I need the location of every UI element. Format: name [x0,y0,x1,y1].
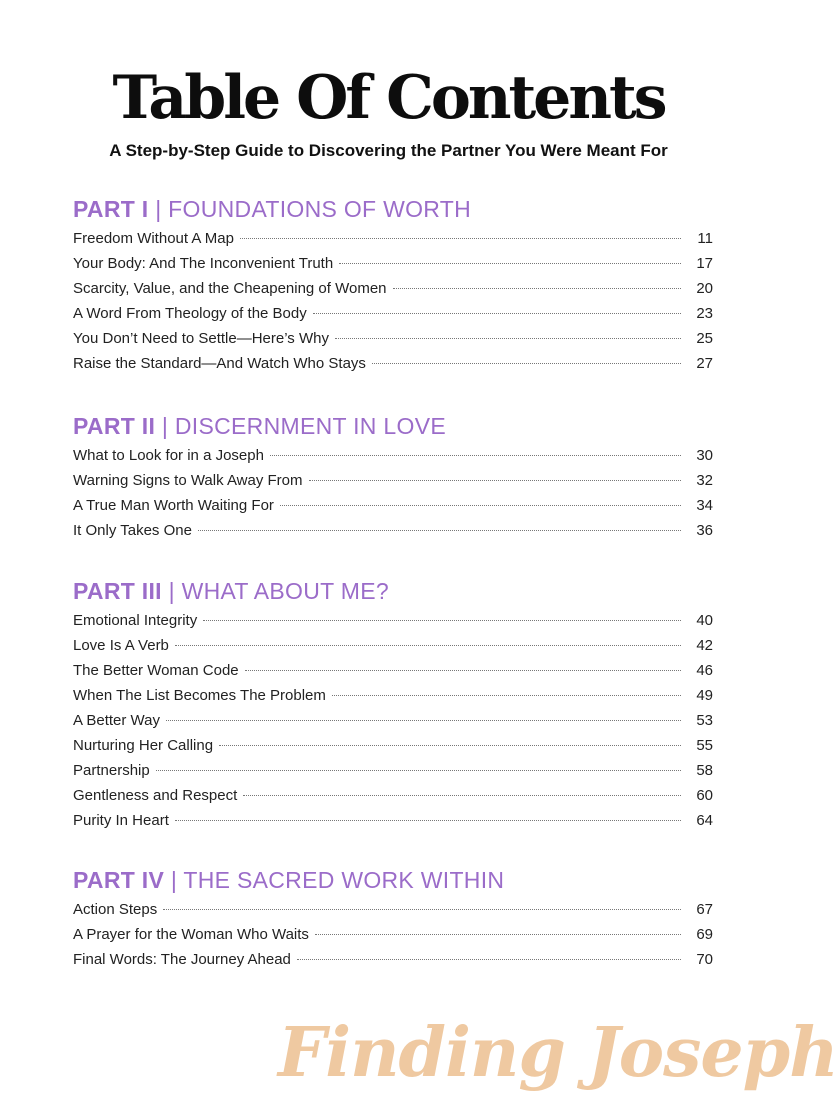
entry-page: 69 [696,926,713,943]
entry-page: 36 [696,522,713,539]
entry-page: 42 [696,637,713,654]
part-number: PART II [73,413,156,439]
toc-entry[interactable] [73,493,713,518]
toc-entry[interactable] [73,468,713,493]
entry-page: 46 [696,662,713,679]
dot-leader [270,455,681,456]
part-heading [73,865,713,895]
toc-entry[interactable] [73,276,713,301]
part-heading [73,576,713,606]
toc-entry[interactable] [73,301,713,326]
entry-page: 49 [696,687,713,704]
entry-title: A Prayer for the Woman Who Waits [73,926,309,943]
toc-entry[interactable] [73,443,713,468]
entry-page: 11 [697,230,713,247]
entry-page: 25 [696,330,713,347]
dot-leader [339,263,681,264]
entry-title: Purity In Heart [73,812,169,829]
entry-page: 55 [696,737,713,754]
entry-title: Warning Signs to Walk Away From [73,472,303,489]
dot-leader [313,313,681,314]
dot-leader [219,745,681,746]
dot-leader [203,620,681,621]
entry-title: You Don’t Need to Settle—Here’s Why [73,330,329,347]
toc-entry[interactable] [73,897,713,922]
part-section-4 [73,865,713,972]
entry-page: 40 [696,612,713,629]
dot-leader [372,363,681,364]
toc-entry[interactable] [73,351,713,376]
part-heading [73,194,713,224]
toc-entry[interactable] [73,733,713,758]
part-section-1 [73,194,713,376]
entry-page: 23 [696,305,713,322]
entry-title: Freedom Without A Map [73,230,234,247]
dot-leader [198,530,681,531]
entry-page: 32 [696,472,713,489]
dot-leader [393,288,681,289]
part-section-2 [73,411,713,543]
dot-leader [332,695,681,696]
part-name: THE SACRED WORK WITHIN [183,867,505,893]
dot-leader [309,480,681,481]
dot-leader [315,934,681,935]
entry-title: Final Words: The Journey Ahead [73,951,291,968]
entry-title: Scarcity, Value, and the Cheapening of Women [73,280,387,297]
entry-page: 70 [696,951,713,968]
part-section-3 [73,576,713,833]
entry-title: Emotional Integrity [73,612,198,629]
toc-entry[interactable] [73,518,713,543]
dot-leader [335,338,681,339]
toc-entry[interactable] [73,922,713,947]
part-name: WHAT ABOUT ME? [181,578,389,604]
toc-entry[interactable] [73,658,713,683]
page-subtitle: A Step-by-Step Guide to Discovering the Partner You Were Meant For [109,141,668,160]
entry-title: Raise the Standard—And Watch Who Stays [73,355,366,372]
toc-entry[interactable] [73,633,713,658]
entry-title: It Only Takes One [73,522,192,539]
part-separator: | [170,867,178,893]
dot-leader [280,505,681,506]
part-name: DISCERNMENT IN LOVE [174,413,446,439]
toc-entry[interactable] [73,608,713,633]
toc-entry[interactable] [73,683,713,708]
part-number: PART III [73,578,162,604]
entry-title: Gentleness and Respect [73,787,238,804]
page-title: Table Of Contents [112,63,665,133]
brand-wordmark [0,1003,838,1093]
entry-page: 27 [696,355,713,372]
dot-leader [175,820,681,821]
entry-page: 53 [696,712,713,729]
part-separator: | [161,413,169,439]
dot-leader [163,909,681,910]
entry-page: 30 [696,447,713,464]
dot-leader [166,720,681,721]
dot-leader [297,959,681,960]
dot-leader [245,670,681,671]
brand-logo-text: Finding Joseph [278,1013,838,1093]
toc-entry[interactable] [73,326,713,351]
entry-title: Love Is A Verb [73,637,169,654]
part-number: PART I [73,196,149,222]
entry-title: Your Body: And The Inconvenient Truth [73,255,334,272]
entry-page: 34 [696,497,713,514]
entry-title: A True Man Worth Waiting For [73,497,274,514]
entry-title: What to Look for in a Joseph [73,447,264,464]
part-number: PART IV [73,867,165,893]
entry-title: Partnership [73,762,150,779]
entry-title: Action Steps [73,901,158,918]
entry-title: A Better Way [73,712,160,729]
entry-title: The Better Woman Code [73,662,239,679]
part-name: FOUNDATIONS OF WORTH [168,196,472,222]
dot-leader [156,770,681,771]
entry-title: When The List Becomes The Problem [73,687,326,704]
toc-entry[interactable] [73,758,713,783]
entry-page: 17 [696,255,713,272]
entry-page: 60 [696,787,713,804]
part-separator: | [155,196,162,222]
part-separator: | [168,578,175,604]
dot-leader [175,645,681,646]
toc-entry[interactable] [73,251,713,276]
part-heading [73,411,713,441]
dot-leader [243,795,681,796]
toc-entry[interactable] [73,783,713,808]
entry-title: Nurturing Her Calling [73,737,214,754]
entry-page: 67 [696,901,713,918]
toc-entry[interactable] [73,947,713,972]
entry-page: 20 [696,280,713,297]
entry-title: A Word From Theology of the Body [73,305,307,322]
dot-leader [240,238,681,239]
entry-page: 64 [696,812,713,829]
toc-entry[interactable] [73,708,713,733]
toc-entry[interactable] [73,808,713,833]
entry-page: 58 [696,762,713,779]
toc-entry[interactable] [73,226,713,251]
